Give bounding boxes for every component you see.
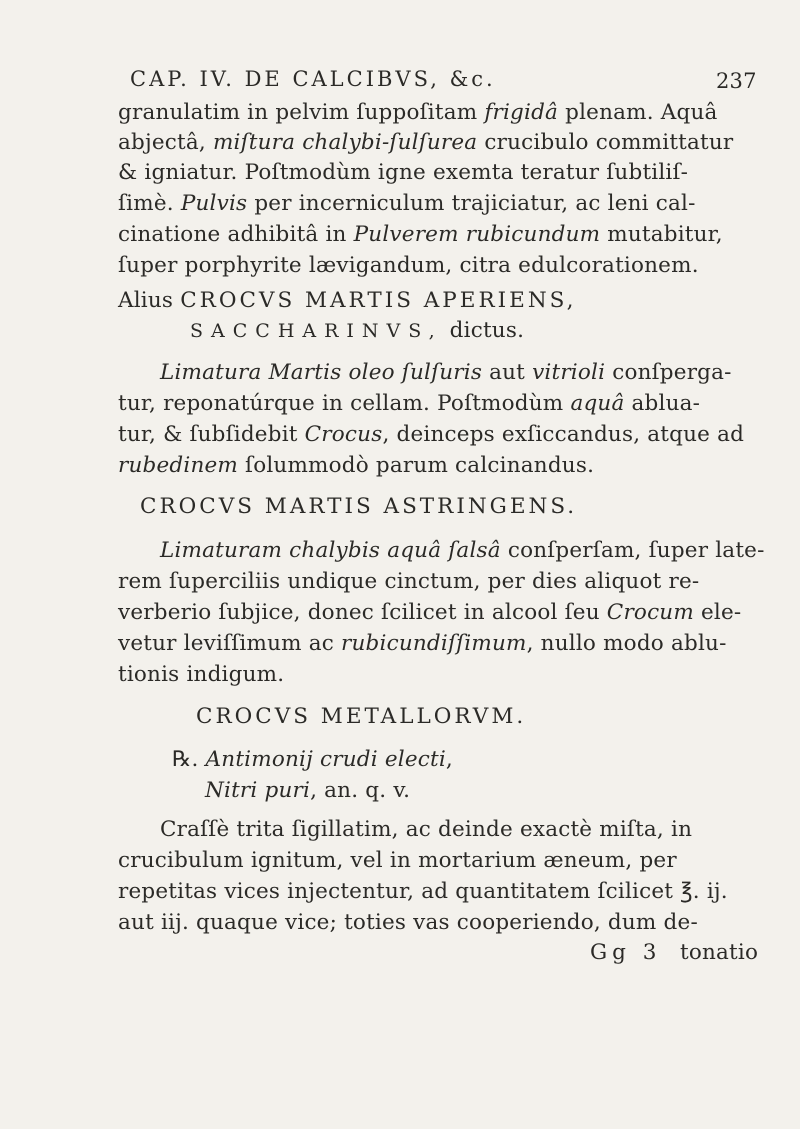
catchword: tonatio xyxy=(680,940,759,965)
text-line: ſuper porphyrite lævigandum, citra edulcorationem. xyxy=(118,253,699,278)
text-line: rem ſuperciliis undique cinctum, per dies aliquot re- xyxy=(118,569,700,594)
recipe-line: ℞. Antimonij crudi electi, xyxy=(172,747,453,772)
text-line: tur, & ſubſidebit Crocus, deinceps exſiccandus, atque ad xyxy=(118,422,745,447)
recipe-line: Nitri puri, an. q. v. xyxy=(205,778,411,803)
text-line: verberio ſubjice, donec ſcilicet in alcool ſeu Crocum ele- xyxy=(118,600,742,625)
text-line: & igniatur. Poſtmodùm igne exemta teratur ſubtiliſ- xyxy=(118,160,689,185)
text-line: abjectâ, miſtura chalybi-ſulſurea crucibulo committatur xyxy=(118,130,734,155)
section-heading: CROCVS METALLORVM. xyxy=(196,704,527,729)
text-line: Limaturam chalybis aquâ ſalsâ conſperſam, ſuper late- xyxy=(160,538,765,563)
text-line: vetur leviſſimum ac rubicundiſſimum, nullo modo ablu- xyxy=(118,631,727,656)
text-line: aut iij. quaque vice; toties vas cooperiendo, dum de- xyxy=(118,910,698,935)
page-number: 237 xyxy=(716,69,757,93)
running-title: CAP. IV. DE CALCIBVS, &c. xyxy=(130,67,496,91)
section-heading-sub: SACCHARINVS, dictus. xyxy=(190,318,525,343)
section-heading: CROCVS MARTIS ASTRINGENS. xyxy=(140,494,578,519)
text-line: repetitas vices injectentur, ad quantitatem ſcilicet ℥. ij. xyxy=(118,879,728,904)
section-heading: Alius CROCVS MARTIS APERIENS, xyxy=(118,288,577,313)
signature-mark: Gg 3 xyxy=(590,940,662,965)
text-line: tionis indigum. xyxy=(118,662,285,687)
text-line: cinatione adhibitâ in Pulverem rubicundum mutabitur, xyxy=(118,222,723,247)
text-line: Limatura Martis oleo ſulſuris aut vitrioli conſperga- xyxy=(160,360,732,385)
text-line: tur, reponatúrque in cellam. Poſtmodùm aquâ ablua- xyxy=(118,391,701,416)
text-line: ſimè. Pulvis per incerniculum trajiciatur, ac leni cal- xyxy=(118,191,696,216)
text-line: crucibulum ignitum, vel in mortarium æneum, per xyxy=(118,848,677,873)
text-line: Craſſè trita ſigillatim, ac deinde exactè miſta, in xyxy=(160,817,693,842)
text-line: granulatim in pelvim ſuppoſitam frigidâ plenam. Aquâ xyxy=(118,100,718,125)
text-line: rubedinem ſolummodò parum calcinandus. xyxy=(118,453,595,478)
